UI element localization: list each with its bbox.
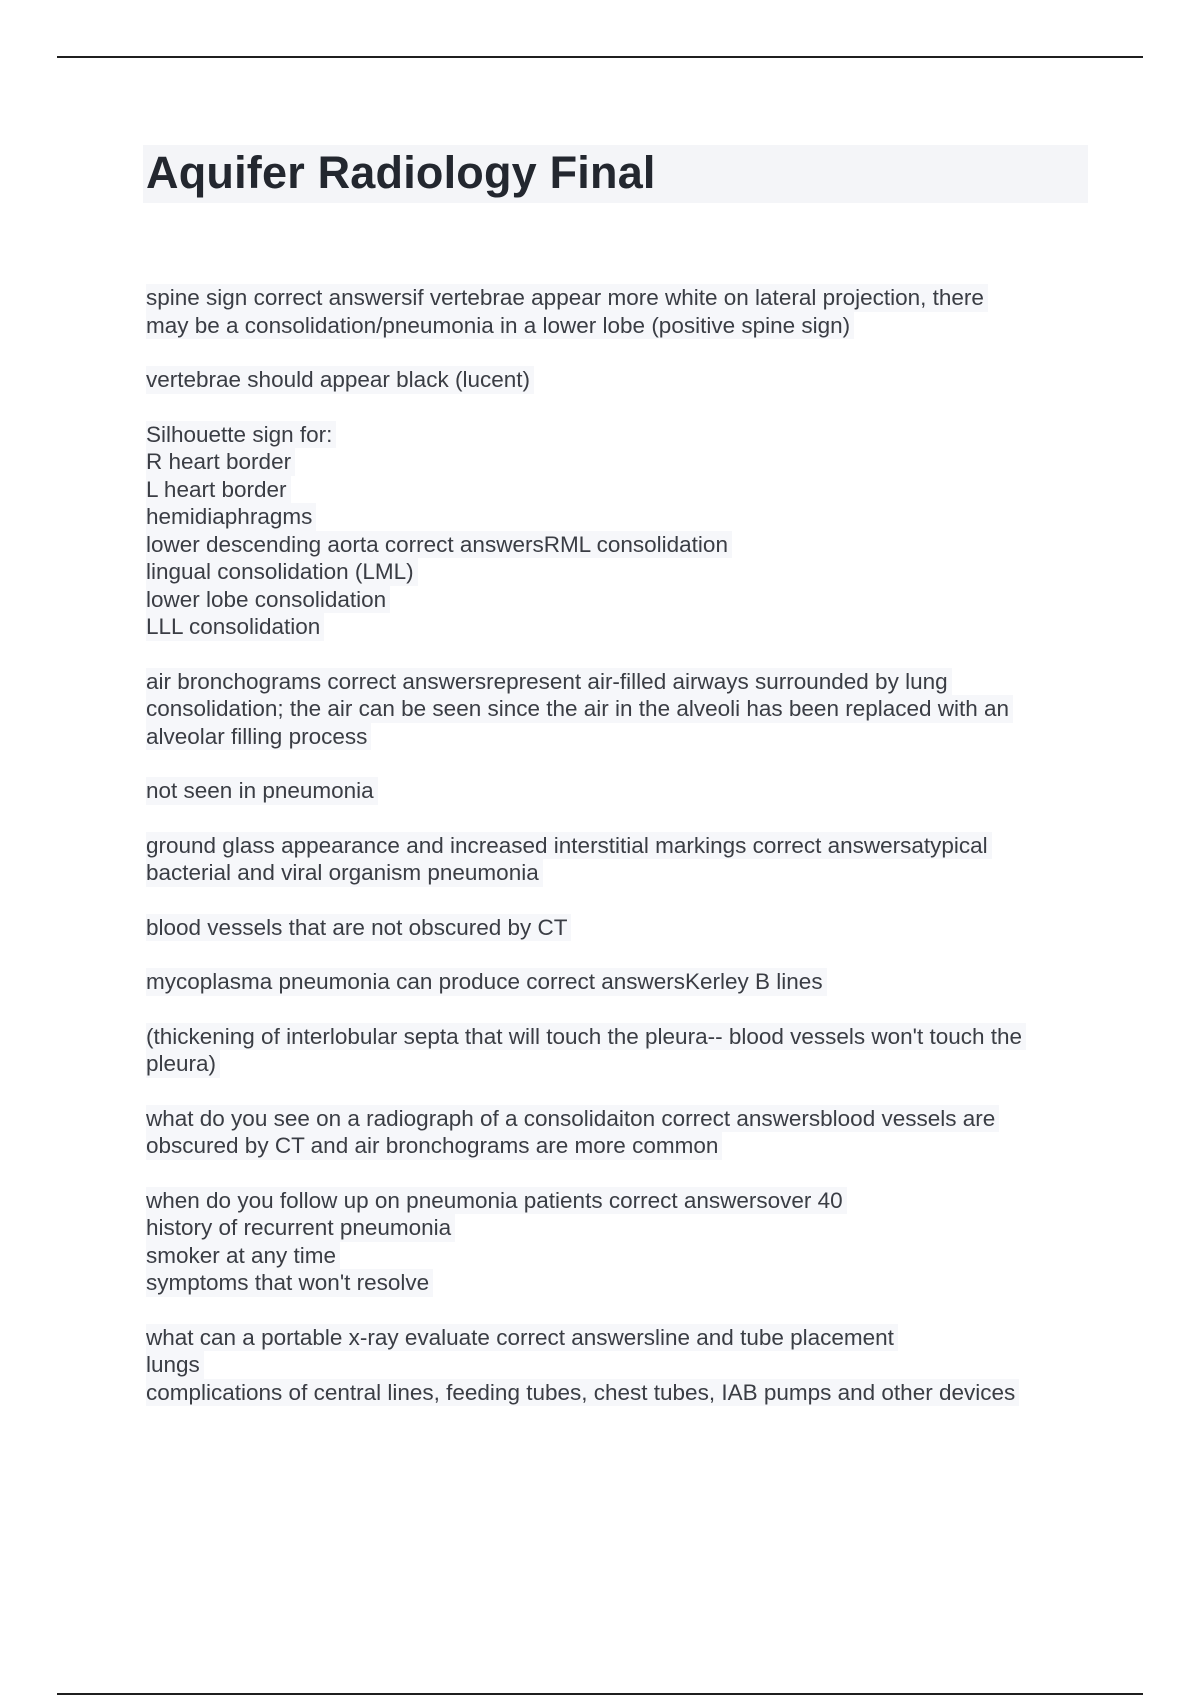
bottom-rule — [57, 1693, 1143, 1695]
qa-block — [146, 968, 1106, 996]
qa-block — [146, 914, 1106, 942]
text-line: ground glass appearance and increased interstitial markings correct answersatypical — [146, 832, 992, 860]
qa-block — [146, 668, 1106, 751]
text-line: may be a consolidation/pneumonia in a lower lobe (positive spine sign) — [146, 312, 854, 340]
text-line: L heart border — [146, 476, 291, 504]
text-line: Silhouette sign for: — [146, 421, 336, 449]
text-line: bacterial and viral organism pneumonia — [146, 859, 543, 887]
qa-block — [146, 1187, 1106, 1297]
text-line: what can a portable x-ray evaluate correct answersline and tube placement — [146, 1324, 898, 1352]
qa-block — [146, 284, 1106, 339]
text-line: R heart border — [146, 448, 295, 476]
text-line: not seen in pneumonia — [146, 777, 378, 805]
text-line: smoker at any time — [146, 1242, 340, 1270]
qa-block — [146, 832, 1106, 887]
top-rule — [57, 56, 1143, 58]
text-line: history of recurrent pneumonia — [146, 1214, 455, 1242]
text-line: lower descending aorta correct answersRML consolidation — [146, 531, 732, 559]
document-title: Aquifer Radiology Final — [146, 147, 656, 198]
qa-block — [146, 366, 1106, 394]
text-line: obscured by CT and air bronchograms are more common — [146, 1132, 722, 1160]
text-line: (thickening of interlobular septa that will touch the pleura-- blood vessels won't touch the — [146, 1023, 1026, 1051]
qa-block — [146, 1105, 1106, 1160]
text-line: blood vessels that are not obscured by CT — [146, 914, 571, 942]
text-line: lungs — [146, 1351, 204, 1379]
text-line: alveolar filling process — [146, 723, 371, 751]
text-line: LLL consolidation — [146, 613, 324, 641]
document-body — [146, 284, 1106, 1433]
text-line: complications of central lines, feeding tubes, chest tubes, IAB pumps and other devices — [146, 1379, 1019, 1407]
qa-block — [146, 1023, 1106, 1078]
text-line: hemidiaphragms — [146, 503, 316, 531]
text-line: mycoplasma pneumonia can produce correct answersKerley B lines — [146, 968, 827, 996]
text-line: when do you follow up on pneumonia patients correct answersover 40 — [146, 1187, 847, 1215]
qa-block — [146, 1324, 1106, 1407]
text-line: vertebrae should appear black (lucent) — [146, 366, 534, 394]
text-line: symptoms that won't resolve — [146, 1269, 433, 1297]
qa-block — [146, 421, 1106, 641]
text-line: air bronchograms correct answersrepresent air-filled airways surrounded by lung — [146, 668, 952, 696]
text-line: consolidation; the air can be seen since the air in the alveoli has been replaced with an — [146, 695, 1013, 723]
text-line: lower lobe consolidation — [146, 586, 390, 614]
text-line: what do you see on a radiograph of a consolidaiton correct answersblood vessels are — [146, 1105, 999, 1133]
text-line: spine sign correct answersif vertebrae appear more white on lateral projection, there — [146, 284, 988, 312]
qa-block — [146, 777, 1106, 805]
text-line: lingual consolidation (LML) — [146, 558, 418, 586]
text-line: pleura) — [146, 1050, 220, 1078]
